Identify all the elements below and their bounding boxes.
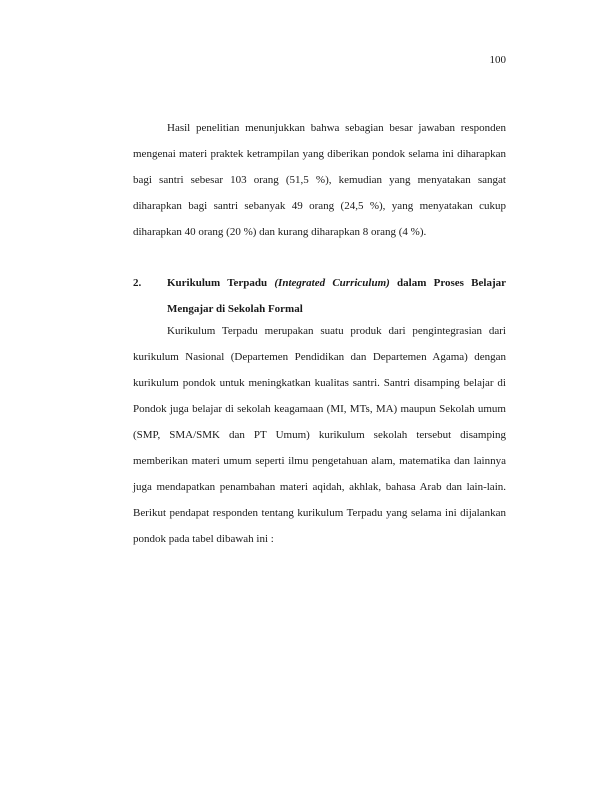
section-title-part-2: dalam Proses Belajar Mengajar di Sekolah Formal [167, 277, 506, 315]
section-title-italic: (Integrated Curriculum) [274, 277, 390, 289]
section-heading [133, 270, 506, 322]
paragraph-curriculum: Kurikulum Terpadu merupakan suatu produk dari pengintegrasian dari kurikulum Nasional (Departemen Pendidikan dan Departemen Agama) dengan kurikulum pondok untuk meningkatkan kualitas santri. Santri disamping belajar di Pondok juga belajar di sekolah keagamaan (MI, MTs, MA) maupun Sekolah umum (SMP, SMA/SMK dan PT Umum) kurikulum sekolah tersebut disamping memberikan materi umum seperti ilmu pengetahuan alam, matematika dan lainnya juga mendapatkan penambahan materi aqidah, akhlak, bahasa Arab dan lain-lain. Berikut pendapat responden tentang kurikulum Terpadu yang selama ini dijalankan pondok pada tabel dibawah ini : [133, 325, 506, 545]
section-title [167, 270, 506, 322]
page-number: 100 [489, 54, 506, 66]
section-title-part-1: Kurikulum Terpadu [167, 277, 275, 289]
section-number: 2. [133, 277, 142, 289]
paragraph-results: Hasil penelitian menunjukkan bahwa sebagian besar jawaban responden mengenai materi praktek ketrampilan yang diberikan pondok selama ini diharapkan bagi santri sebesar 103 orang (51,5 %), kemudian yang menyatakan sangat diharapkan bagi santri sebanyak 49 orang (24,5 %), yang menyatakan cukup diharapkan 40 orang (20 %) dan kurang diharapkan 8 orang (4 %). [133, 122, 506, 238]
